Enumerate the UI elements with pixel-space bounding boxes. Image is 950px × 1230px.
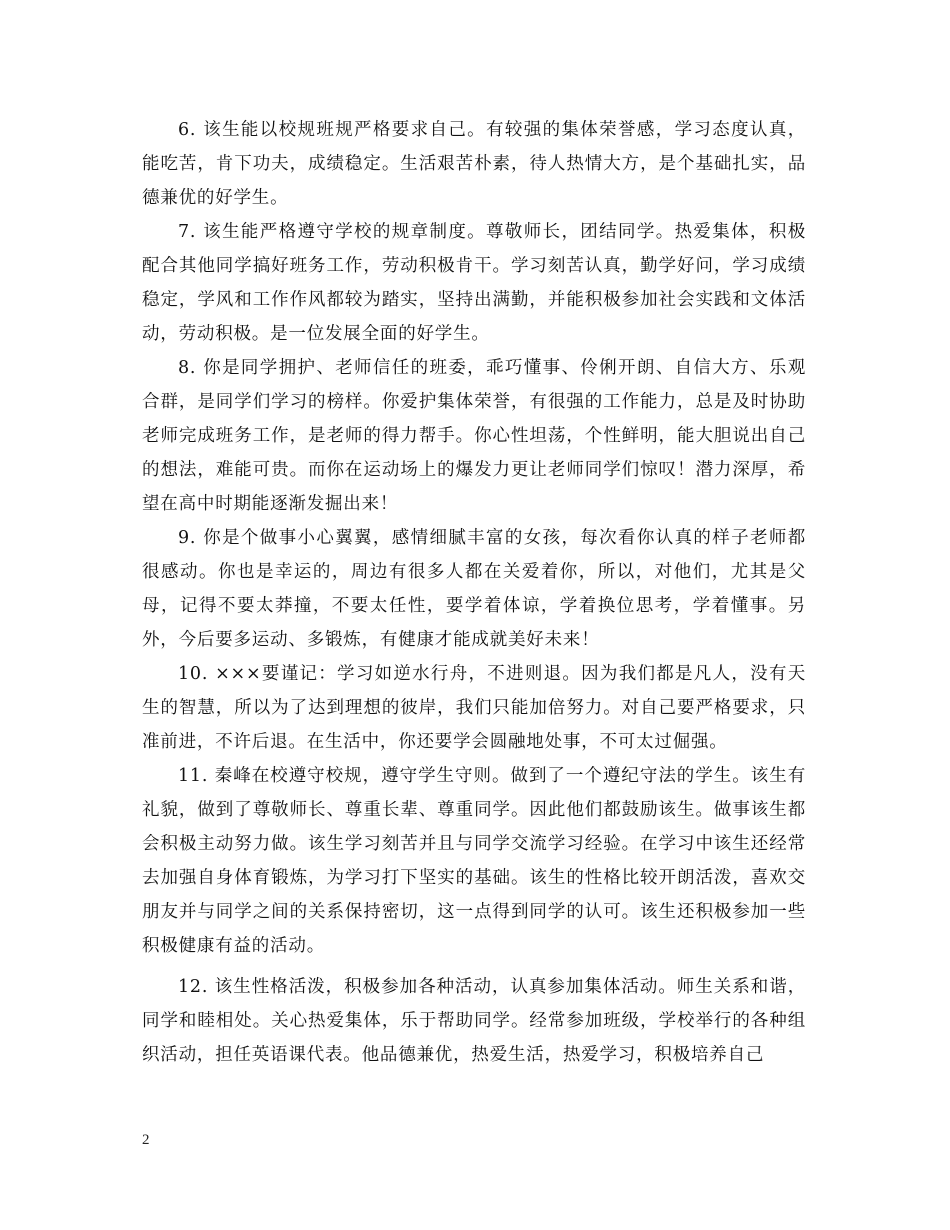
- paragraph-10: 10. ×××要谨记：学习如逆水行舟，不进则退。因为我们都是凡人，没有天生的智慧，所以为了达到理想的彼岸，我们只能加倍努力。对自己要严格要求，只准前进，不许后退。在生活中，你还要学会圆融地处事，不可太过倔强。: [142, 664, 806, 752]
- page-number: 2: [142, 1132, 150, 1148]
- paragraph-9: 9. 你是个做事小心翼翼，感情细腻丰富的女孩，每次看你认真的样子老师都很感动。你也是幸运的，周边有很多人都在关爱着你，所以，对他们，尤其是父母，记得不要太莽撞，不要太任性，要学着体谅，学着换位思考，学着懂事。另外，今后要多运动、多锻炼，有健康才能成就美好未来！: [142, 528, 806, 650]
- paragraph-7: 7. 该生能严格遵守学校的规章制度。尊敬师长，团结同学。热爱集体，积极配合其他同学搞好班务工作，劳动积极肯干。学习刻苦认真，勤学好问，学习成绩稳定，学风和工作作风都较为踏实，坚持出满勤，并能积极参加社会实践和文体活动，劳动积极。是一位发展全面的好学生。: [142, 222, 806, 344]
- paragraph-8: 8. 你是同学拥护、老师信任的班委，乖巧懂事、伶俐开朗、自信大方、乐观合群，是同学们学习的榜样。你爱护集体荣誉，有很强的工作能力，总是及时协助老师完成班务工作，是老师的得力帮手。你心性坦荡，个性鲜明，能大胆说出自己的想法，难能可贵。而你在运动场上的爆发力更让老师同学们惊叹！潜力深厚，希望在高中时期能逐渐发掘出来！: [142, 358, 806, 514]
- paragraph-12: 12. 该生性格活泼，积极参加各种活动，认真参加集体活动。师生关系和谐，同学和睦相处。关心热爱集体，乐于帮助同学。经常参加班级，学校举行的各种组织活动，担任英语课代表。他品德兼优，热爱生活，热爱学习，积极培养自己: [142, 977, 806, 1065]
- paragraph-6: 6. 该生能以校规班规严格要求自己。有较强的集体荣誉感，学习态度认真，能吃苦，肯下功夫，成绩稳定。生活艰苦朴素，待人热情大方，是个基础扎实，品德兼优的好学生。: [142, 120, 806, 208]
- paragraph-11: 11. 秦峰在校遵守校规，遵守学生守则。做到了一个遵纪守法的学生。该生有礼貌，做到了尊敬师长、尊重长辈、尊重同学。因此他们都鼓励该生。做事该生都会积极主动努力做。该生学习刻苦并且与同学交流学习经验。在学习中该生还经常去加强自身体育锻炼，为学习打下坚实的基础。该生的性格比较开朗活泼，喜欢交朋友并与同学之间的关系保持密切，这一点得到同学的认可。该生还积极参加一些积极健康有益的活动。: [142, 766, 806, 956]
- document-body: [142, 113, 806, 1072]
